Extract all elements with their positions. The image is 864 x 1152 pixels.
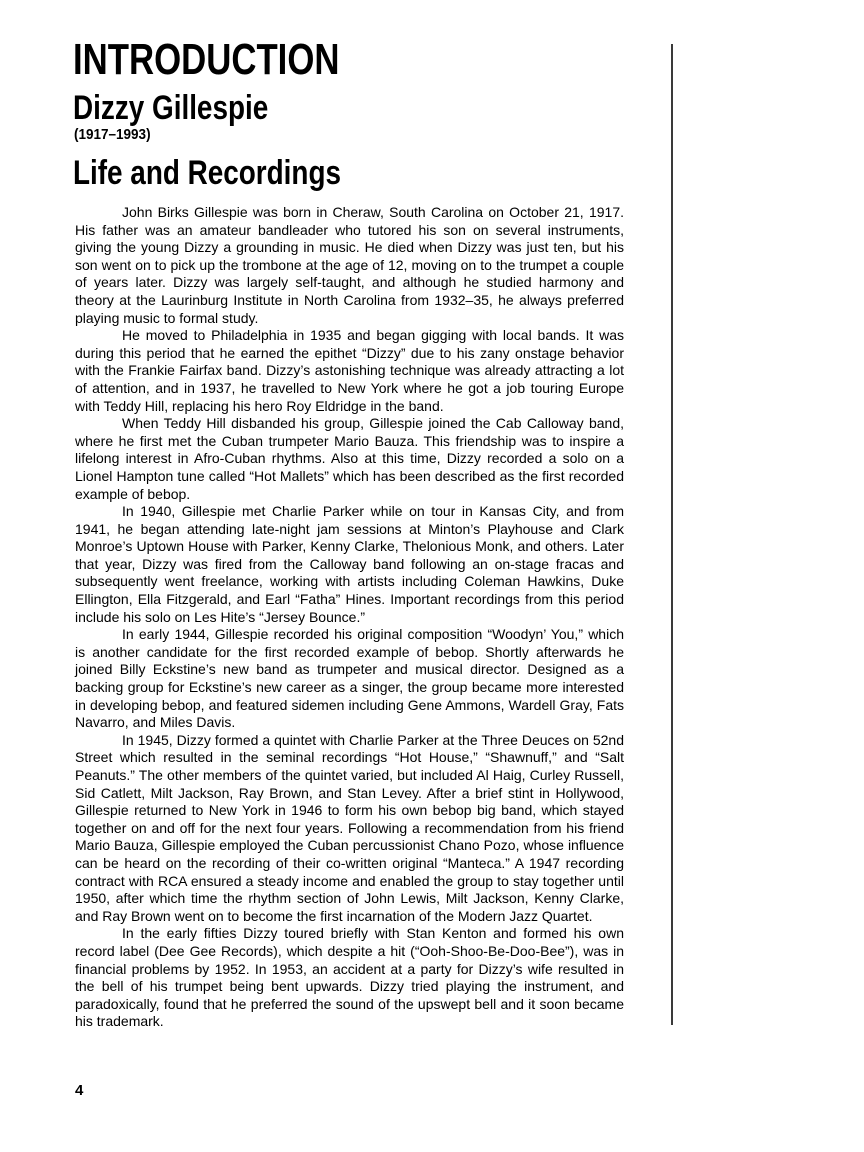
body-paragraph: In 1940, Gillespie met Charlie Parker while on tour in Kansas City, and from 1941, he began attending late-night jam sessions at Minton’s Playhouse and Clark Monroe’s Uptown House with Parker, Kenny Clarke, Thelonious Monk, and others. Later that year, Dizzy was fired from the Calloway band following an on-stage fracas and subsequently went freelance, working with artists including Coleman Hawkins, Duke Ellington, Ella Fitzgerald, and Earl “Fatha” Hines. Important recordings from this period include his solo on Les Hite’s “Jersey Bounce.”	[75, 503, 624, 625]
body-paragraph: He moved to Philadelphia in 1935 and began gigging with local bands. It was during this period that he earned the epithet “Dizzy” due to his zany onstage behavior with the Frankie Fairfax band. Dizzy’s astonishing technique was already attracting a lot of attention, and in 1937, he travelled to New York where he got a job touring Europe with Teddy Hill, replacing his hero Roy Eldridge in the band.	[75, 327, 624, 414]
body-paragraph: In the early fifties Dizzy toured briefly with Stan Kenton and formed his own record label (Dee Gee Records), which despite a hit (“Ooh-Shoo-Be-Doo-Bee”), was in financial problems by 1952. In 1953, an accident at a party for Dizzy’s wife resulted in the bell of his trumpet being bent upwards. Dizzy tried playing the instrument, and paradoxically, found that he preferred the sound of the upswept bell and it soon became his trademark.	[75, 925, 624, 1030]
section-title: Life and Recordings	[73, 154, 341, 192]
body-paragraph: When Teddy Hill disbanded his group, Gillespie joined the Cab Calloway band, where he first met the Cuban trumpeter Mario Bauza. This friendship was to inspire a lifelong interest in Afro-Cuban rhythms. Also at this time, Dizzy recorded a solo on a Lionel Hampton tune called “Hot Mallets” which has been described as the first recorded example of bebop.	[75, 415, 624, 502]
artist-dates: (1917–1993)	[74, 126, 151, 143]
article-body	[75, 204, 624, 1031]
chapter-title: INTRODUCTION	[73, 35, 340, 84]
column-divider-rule	[671, 44, 673, 1025]
artist-name-heading: Dizzy Gillespie	[73, 89, 269, 127]
body-paragraph: In early 1944, Gillespie recorded his original composition “Woodyn’ You,” which is another candidate for the first recorded example of bebop. Shortly afterwards he joined Billy Eckstine’s new band as trumpeter and musical director. Designed as a backing group for Eckstine’s new career as a singer, the group became more interested in developing bebop, and featured sidemen including Gene Ammons, Wardell Gray, Fats Navarro, and Miles Davis.	[75, 626, 624, 731]
body-paragraph: John Birks Gillespie was born in Cheraw, South Carolina on October 21, 1917. His father was an amateur bandleader who tutored his son on several instruments, giving the young Dizzy a grounding in music. He died when Dizzy was just ten, but his son went on to pick up the trombone at the age of 12, moving on to the trumpet a couple of years later. Dizzy was largely self-taught, and although he studied harmony and theory at the Laurinburg Institute in North Carolina from 1932–35, he always preferred playing music to formal study.	[75, 204, 624, 326]
body-paragraph: In 1945, Dizzy formed a quintet with Charlie Parker at the Three Deuces on 52nd Street which resulted in the seminal recordings “Hot House,” “Shawnuff,” and “Salt Peanuts.” The other members of the quintet varied, but included Al Haig, Curley Russell, Sid Catlett, Milt Jackson, Ray Brown, and Stan Levey. After a brief stint in Hollywood, Gillespie returned to New York in 1946 to form his own bebop big band, which stayed together on and off for the next four years. Following a recommendation from his friend Mario Bauza, Gillespie employed the Cuban percussionist Chano Pozo, whose influence can be heard on the recording of their co-written original “Manteca.” A 1947 recording contract with RCA ensured a steady income and enabled the group to stay together until 1950, after which time the rhythm section of John Lewis, Milt Jackson, Kenny Clarke, and Ray Brown went on to become the first incarnation of the Modern Jazz Quartet.	[75, 731, 624, 924]
page-number: 4	[75, 1082, 84, 1099]
